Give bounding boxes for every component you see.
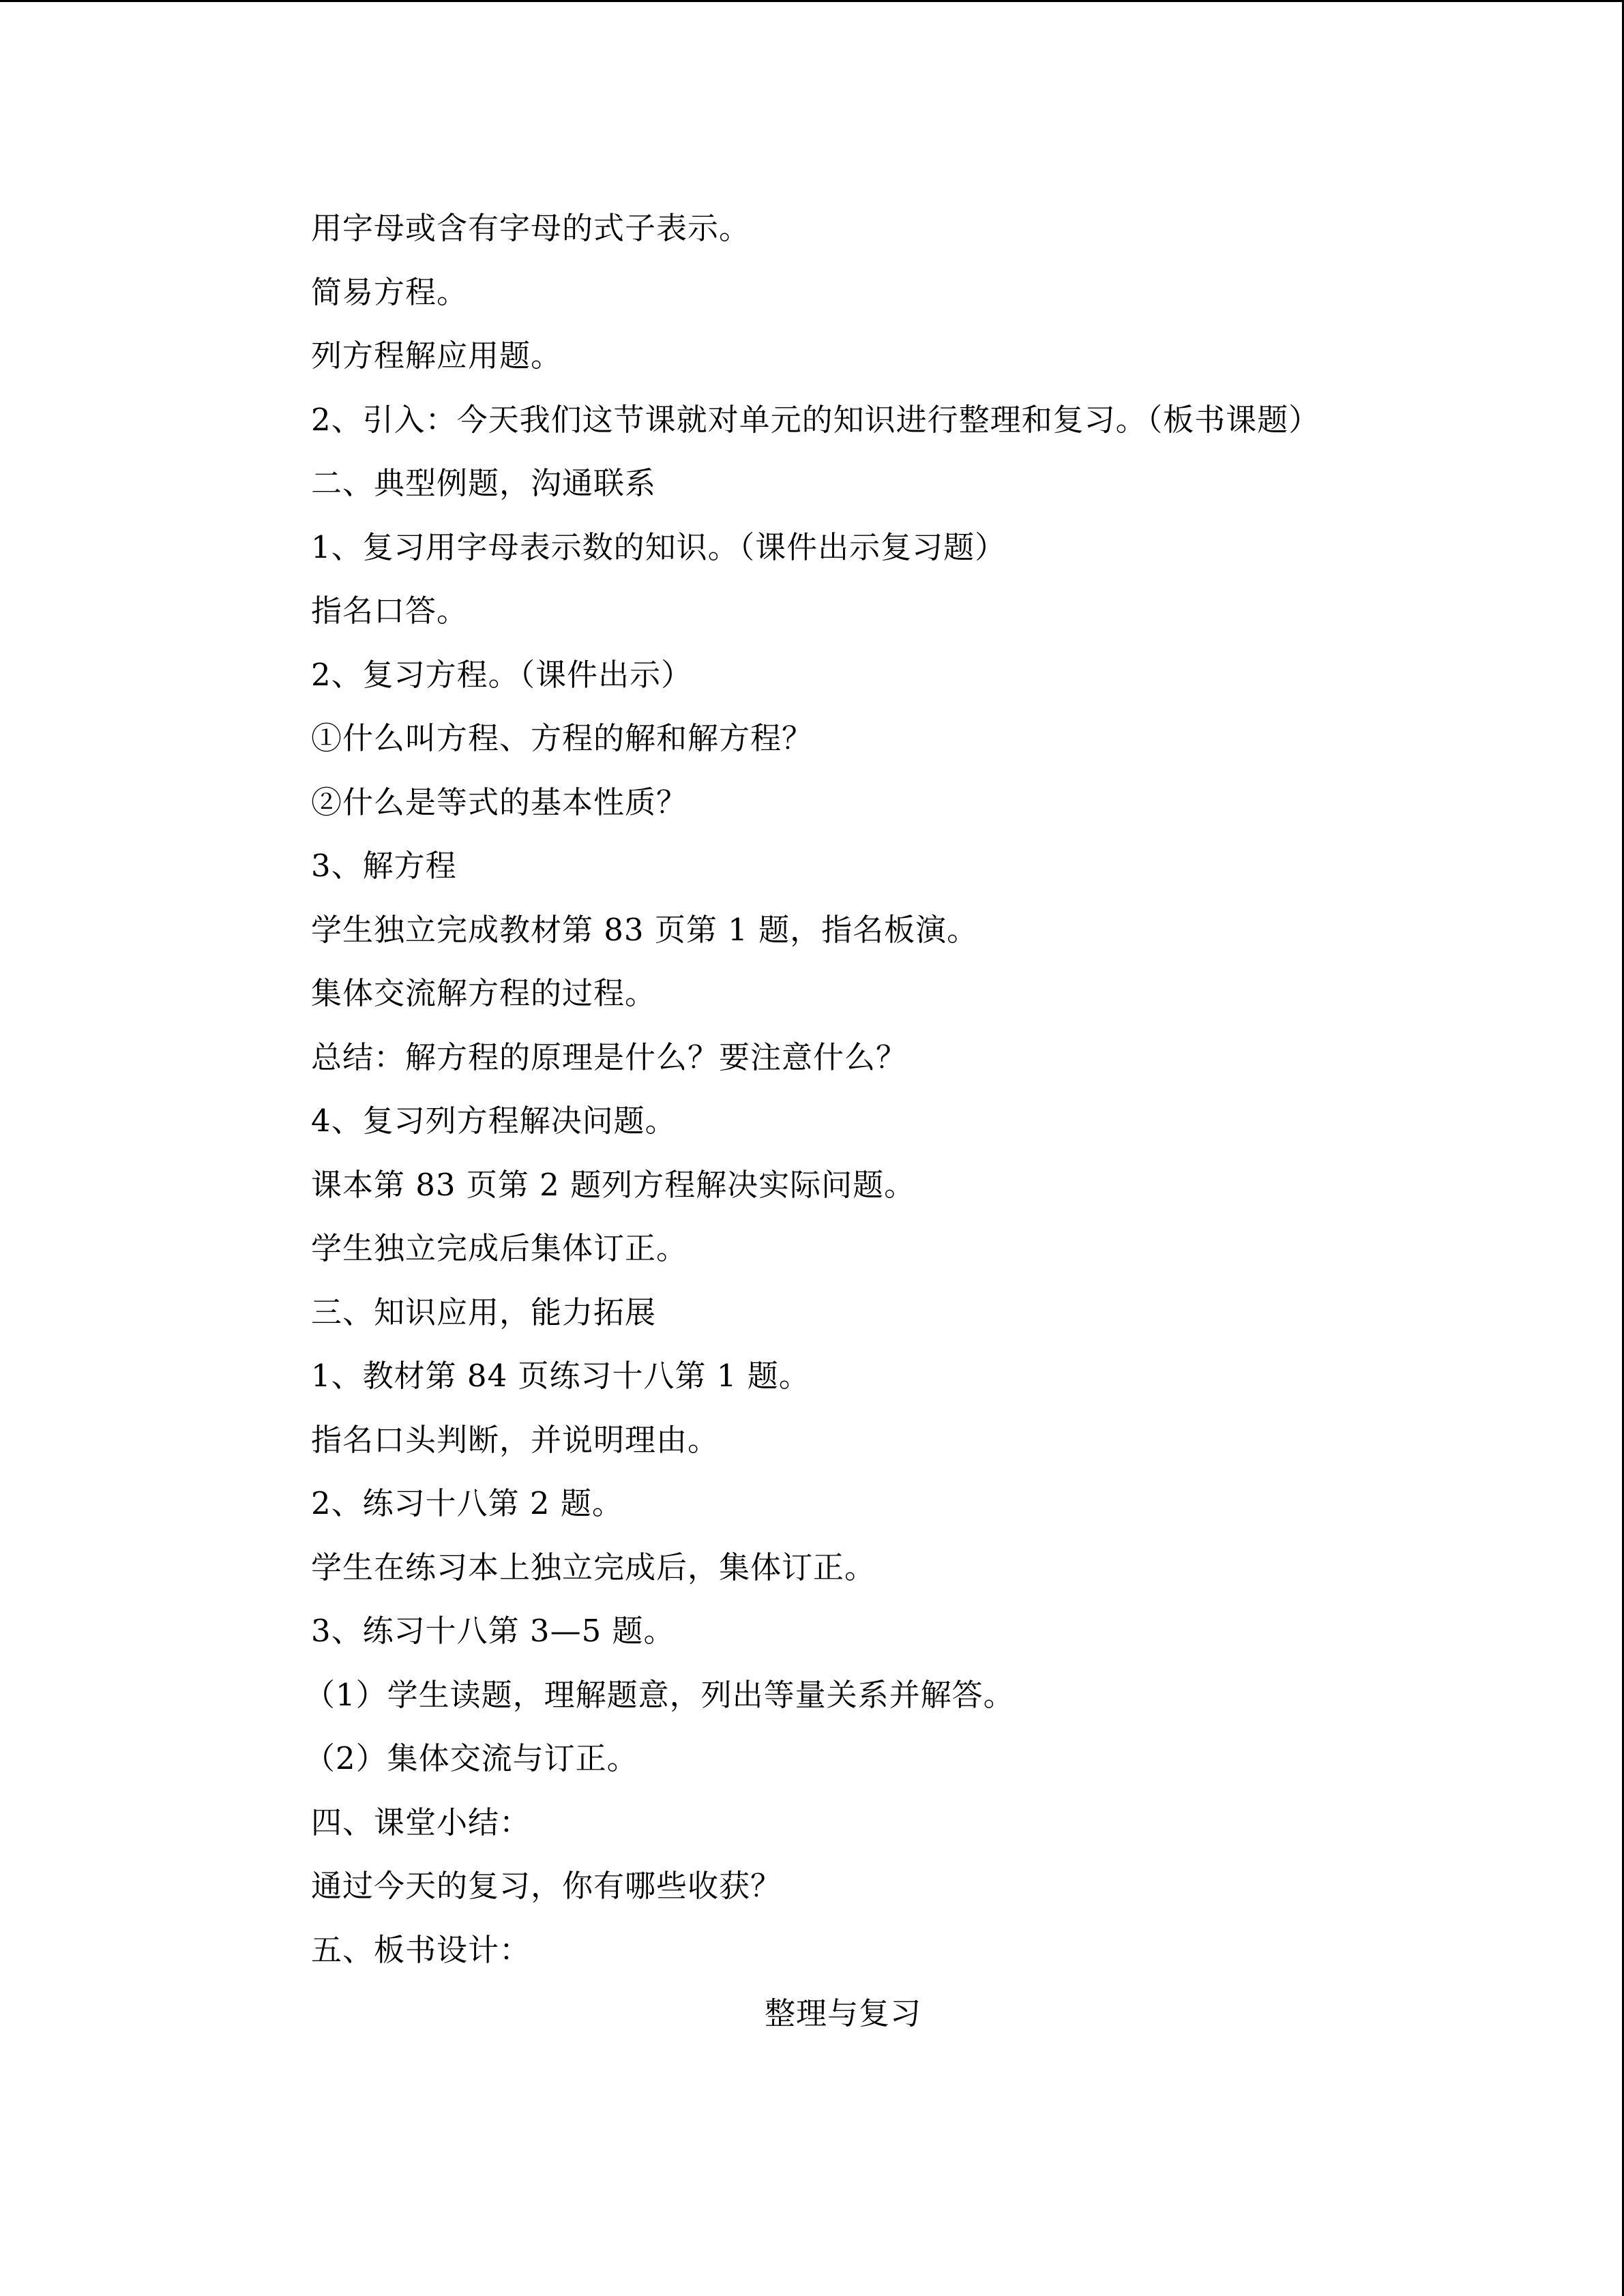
- text-line: 学生在练习本上独立完成后，集体订正。: [311, 1549, 876, 1585]
- text-line: ②什么是等式的基本性质？: [311, 784, 688, 820]
- text-line: 2、引入：今天我们这节课就对单元的知识进行整理和复习。（板书课题）: [311, 401, 1320, 438]
- text-line: 列方程解应用题。: [311, 338, 563, 374]
- text-line: 3、解方程: [311, 848, 457, 884]
- section-heading: 二、典型例题，沟通联系: [311, 465, 657, 501]
- text-line: 指名口头判断，并说明理由。: [311, 1421, 720, 1458]
- text-line: 简易方程。: [311, 273, 469, 310]
- section-heading: 三、知识应用，能力拓展: [311, 1294, 657, 1330]
- text-line: （1）学生读题，理解题意，列出等量关系并解答。: [304, 1676, 1015, 1713]
- text-line: 通过今天的复习，你有哪些收获？: [311, 1868, 782, 1904]
- text-line: 集体交流解方程的过程。: [311, 975, 657, 1011]
- document-body: [304, 196, 1402, 2046]
- text-line: 1、复习用字母表示数的知识。（课件出示复习题）: [311, 528, 1007, 565]
- text-line: 用字母或含有字母的式子表示。: [311, 210, 751, 246]
- text-line: 2、练习十八第 2 题。: [311, 1485, 623, 1521]
- text-line: 3、练习十八第 3—5 题。: [311, 1613, 675, 1649]
- text-line: 2、复习方程。（课件出示）: [311, 656, 693, 693]
- text-line: 指名口答。: [311, 593, 469, 629]
- text-line: 课本第 83 页第 2 题列方程解决实际问题。: [311, 1166, 916, 1203]
- text-line: 4、复习列方程解决问题。: [311, 1103, 677, 1139]
- text-line: 学生独立完成后集体订正。: [311, 1230, 688, 1266]
- text-line: 总结：解方程的原理是什么？要注意什么？: [311, 1039, 908, 1075]
- section-heading: 四、课堂小结：: [311, 1804, 531, 1840]
- page-top-border: [0, 0, 1624, 2]
- section-heading: 五、板书设计：: [311, 1931, 531, 1968]
- text-line: （2）集体交流与订正。: [304, 1740, 638, 1776]
- text-line: 1、教材第 84 页练习十八第 1 题。: [311, 1358, 810, 1394]
- text-line: ①什么叫方程、方程的解和解方程？: [311, 720, 814, 756]
- board-title: 整理与复习: [764, 1995, 921, 2031]
- text-line: 学生独立完成教材第 83 页第 1 题，指名板演。: [311, 911, 979, 948]
